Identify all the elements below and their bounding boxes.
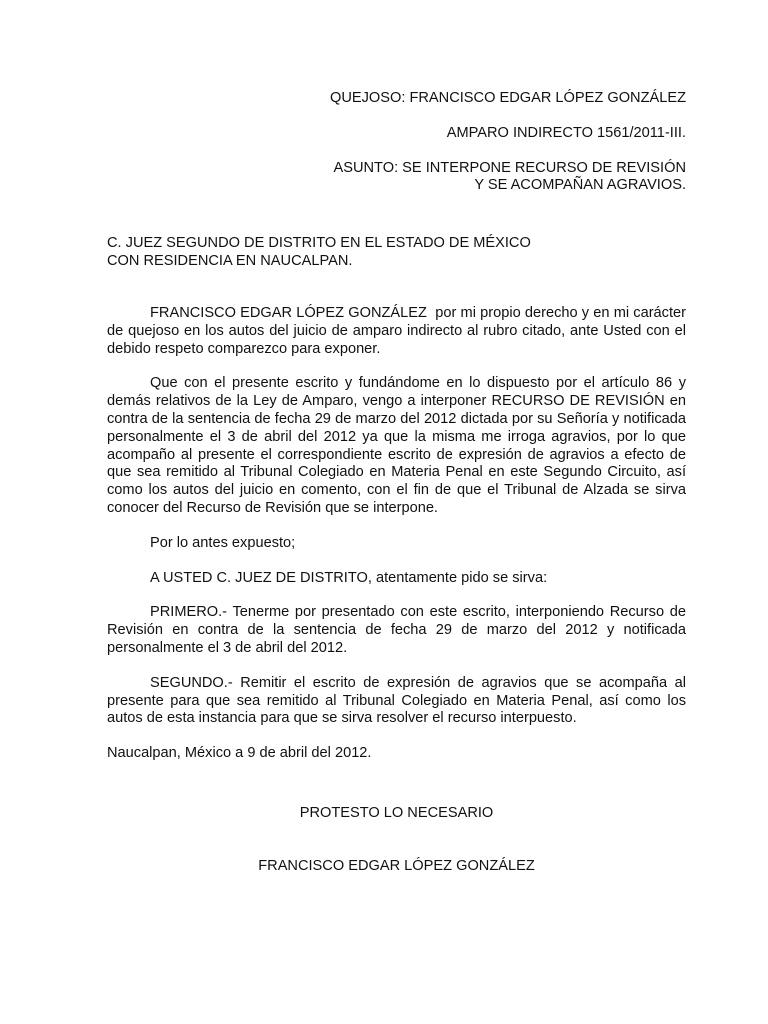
intro-paragraph: FRANCISCO EDGAR LÓPEZ GONZÁLEZ por mi propio derecho y en mi carácter de quejoso en los autos del juicio de amparo indirecto al rubro citado, ante Usted con el debido respeto comparezco para exponer. xyxy=(107,305,691,357)
main-paragraph: Que con el presente escrito y fundándome en lo dispuesto por el artículo 86 y demás relativos de la Ley de Amparo, vengo a interponer RECURSO DE REVISIÓN en contra de la sentencia de fecha 29 de marzo del 2012 dictada por su Señoría y notificada personalmente el 3 de abril del 2012 ya que la misma me irroga agravios, por lo que acompaño al presente el correspondiente escrito de expresión de agravios a efecto de que sea remitido al Tribunal Colegiado en Materia Penal en este Segundo Circuito, así como los autos del juicio en comento, con el fin de que el Tribunal de Alzada se sirva conocer del Recurso de Revisión que se interpone. xyxy=(107,375,686,516)
date-line: Naucalpan, México a 9 de abril del 2012. xyxy=(107,745,372,762)
quejoso-line: QUEJOSO: FRANCISCO EDGAR LÓPEZ GONZÁLEZ xyxy=(330,90,686,106)
document-body xyxy=(107,305,691,780)
segundo-paragraph: SEGUNDO.- Remitir el escrito de expresión de agravios que se acompaña al presente para que sea remitido al Tribunal Colegiado en Materia Penal, así como los autos de esta instancia para que se sirva resolver el recurso interpuesto. xyxy=(107,674,686,727)
asunto-line-2: Y SE ACOMPAÑAN AGRAVIOS. xyxy=(474,177,686,194)
case-header xyxy=(266,90,686,195)
signer-name: FRANCISCO EDGAR LÓPEZ GONZÁLEZ xyxy=(258,857,535,874)
protesto-line: PROTESTO LO NECESARIO xyxy=(299,805,494,821)
amparo-line: AMPARO INDIRECTO 1561/2011-III. xyxy=(446,124,686,141)
closing-block xyxy=(107,805,686,876)
addressee-line-2: CON RESIDENCIA EN NAUCALPAN. xyxy=(107,252,353,269)
addressee-line-1: C. JUEZ SEGUNDO DE DISTRITO EN EL ESTADO DE MÉXICO xyxy=(107,235,531,251)
primero-paragraph: PRIMERO.- Tenerme por presentado con este escrito, interponiendo Recurso de Revisión en contra de la sentencia de fecha 29 de marzo del 2012 y notificada personalmente el 3 de abril del 2012. xyxy=(107,604,686,656)
asunto-line-1: ASUNTO: SE INTERPONE RECURSO DE REVISIÓN xyxy=(333,159,686,176)
addressee-block xyxy=(107,235,687,271)
expuesto-paragraph: Por lo antes expuesto; xyxy=(150,534,296,551)
pido-paragraph: A USTED C. JUEZ DE DISTRITO, atentamente pido se sirva: xyxy=(150,569,548,586)
